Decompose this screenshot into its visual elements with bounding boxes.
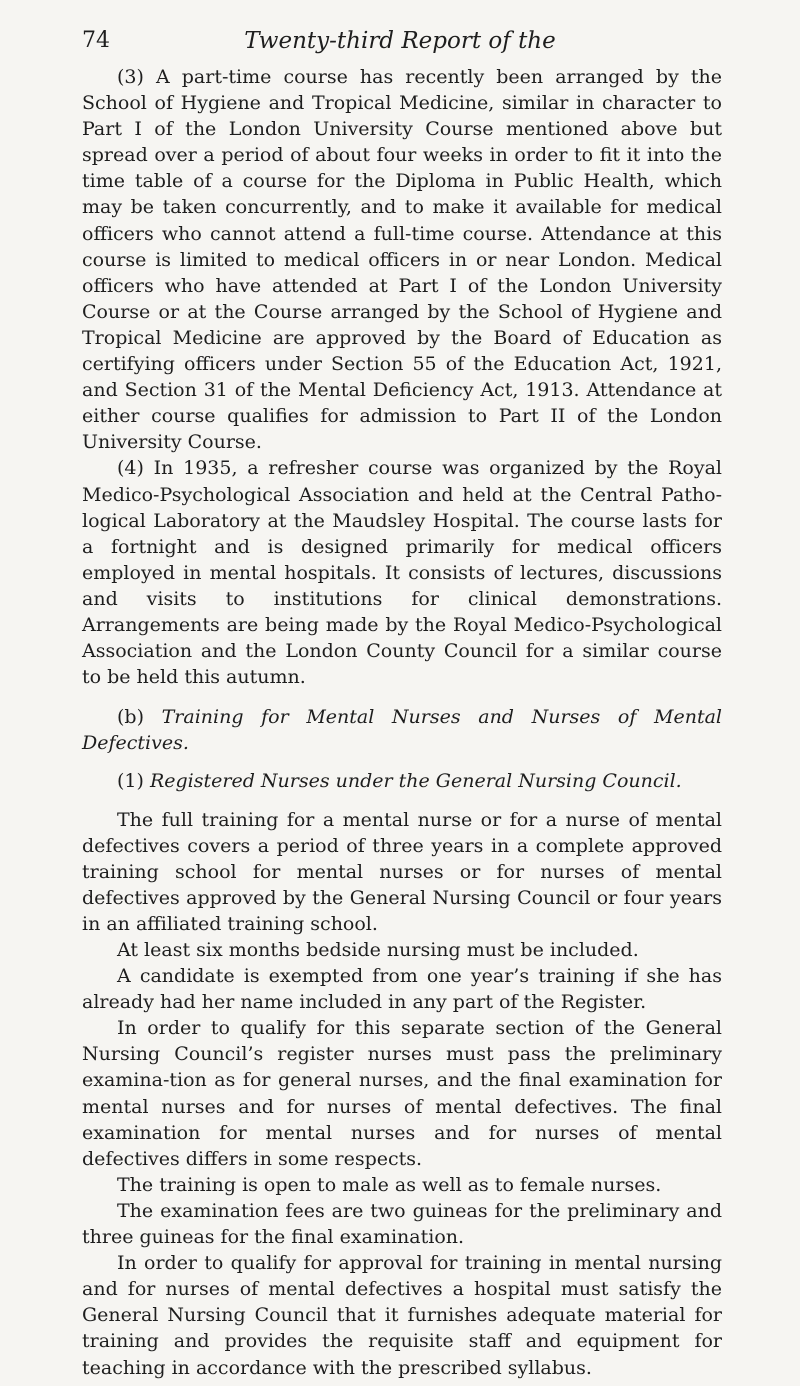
paragraph-4: (4) In 1935, a refresher course was organized by the Royal Medico-Psychological Association and held at the Central Patho-logical Laboratory at the Maudsley Hospital. The course lasts for a fortnight and is designed primarily for medical officers employed in mental hospitals. It consists of lectures, discussions and visits to institutions for clinical demonstrations. Arrangements are being made by the Royal Medico-Psychological Association and the London County Council for a similar course to be held this autumn. [82,457,722,689]
paragraph-3: (3) A part-time course has recently been arranged by the School of Hygiene and Tropical Medicine, similar in character to Part I of the London University Course mentioned above but spread over a period of about four weeks in order to fit it into the time table of a course for the Diploma in Public Health, which may be taken concurrently, and to make it available for medical officers who cannot attend a full-time course. Attendance at this course is limited to medical officers in or near London. Medical officers who have attended at Part I of the London University Course or at the Course arranged by the School of Hygiene and Tropical Medicine are approved by the Board of Education as certifying officers under Section 55 of the Education Act, 1921, and Section 31 of the Mental Deficiency Act, 1913. Attendance at either course qualifies for admission to Part II of the London University Course. [82,66,722,454]
section-b-prefix: (b) [117,706,162,729]
paragraph-fees: The examination fees are two guineas for the preliminary and three guineas for the final examination. [82,1199,722,1249]
page-number: 74 [82,28,110,53]
paragraph-training-period: The full training for a mental nurse or for a nurse of mental defectives covers a period of three years in a complete approved training school for mental nurses or for nurses of mental defectives approved by the General Nursing Council or four years in an affiliated training school. [82,808,722,935]
paragraph-bedside-nursing: At least six months bedside nursing must be included. [117,939,639,961]
section-b-title: Training for Mental Nurses and Nurses of Mental Defectives. [82,706,722,755]
subsection-1-prefix: (1) [117,770,150,793]
subsection-1-title: Registered Nurses under the General Nursing Council. [149,770,682,793]
paragraph-male-female: The training is open to male as well as to female nurses. [117,1173,662,1196]
page-body [82,64,722,1381]
running-title: Twenty-third Report of the [244,28,556,54]
paragraph-hospital-approval: In order to qualify for approval for training in mental nursing and for nurses of mental defectives a hospital must satisfy the General Nursing Council that it furnishes adequate material for training and provides the requisite staff and equipment for teaching in accordance with the prescribed syllabus. [82,1252,722,1379]
paragraph-examinations: In order to qualify for this separate section of the General Nursing Council’s register nurses must pass the preliminary examina-tion as for general nurses, and the final examination for mental nurses and for nurses of mental defectives. The final examination for mental nurses and for nurses of mental defectives differs in some respects. [82,1017,722,1170]
section-b-heading [82,704,722,756]
page-header [82,28,718,58]
subsection-1-heading [82,768,722,794]
paragraph-exemption: A candidate is exempted from one year’s training if she has already had her name included in any part of the Register. [82,965,722,1014]
